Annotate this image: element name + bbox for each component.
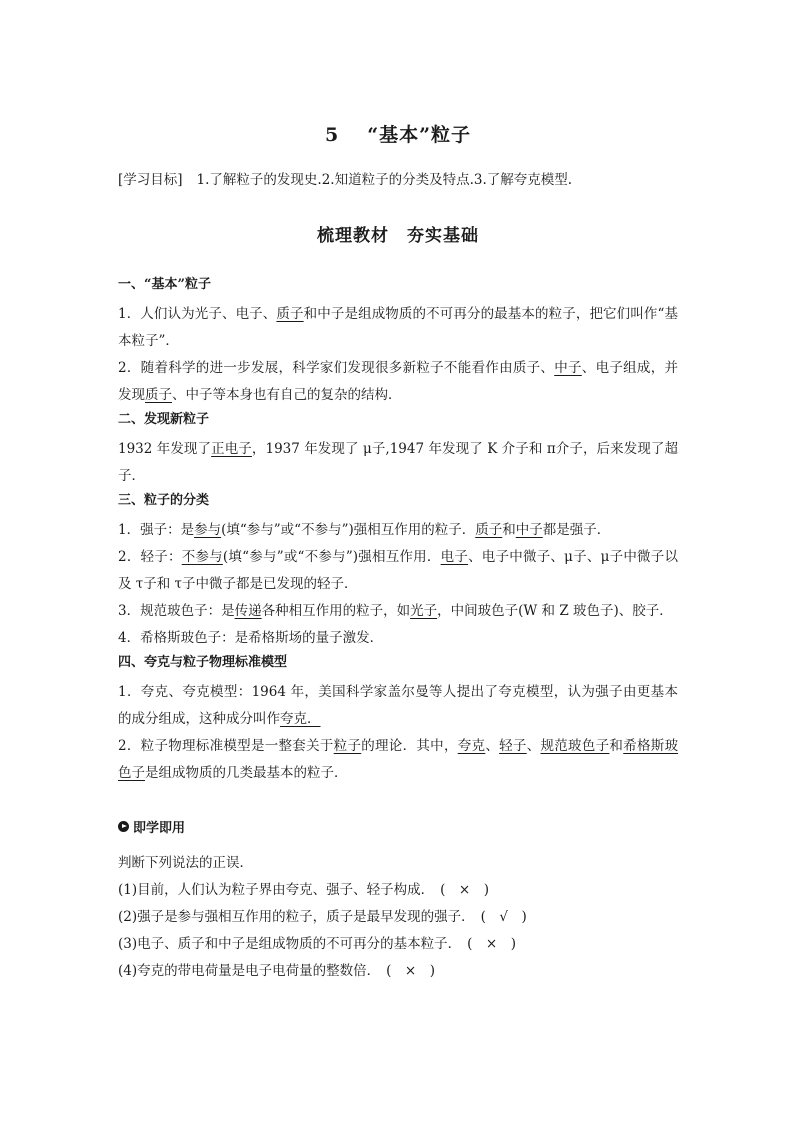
paragraph bbox=[118, 355, 678, 409]
heading-new-particles: 二、发现新粒子 bbox=[118, 412, 210, 427]
paragraph bbox=[118, 625, 678, 652]
text: ，1937 年发现了 μ子,1947 年发现了 K 介子和 π介子，后来发现了超子． bbox=[118, 441, 679, 484]
text: 2．粒子物理标准模型是一整套关于 bbox=[118, 738, 334, 754]
exercise-question: (3)电子、质子和中子是组成物质的不可再分的基本粒子． bbox=[118, 936, 462, 952]
blank-answer: 轻子 bbox=[499, 738, 527, 754]
text: 、 bbox=[526, 738, 541, 754]
exercise-answer: ( × ) bbox=[467, 936, 516, 952]
text: 和 bbox=[609, 738, 624, 754]
blank-answer: 粒子 bbox=[333, 738, 362, 754]
text: 是组成物质的几类最基本的粒子． bbox=[145, 765, 348, 781]
exercise-heading bbox=[118, 817, 678, 836]
exercise-item bbox=[118, 877, 678, 904]
exercise-question: (4)夸克的带电荷量是电子电荷量的整数倍． bbox=[118, 963, 381, 979]
lesson-title: “基本”粒子 bbox=[367, 124, 472, 146]
learning-goals bbox=[118, 169, 678, 191]
heading-particle-classification: 三、粒子的分类 bbox=[118, 493, 210, 508]
learning-goals-text: 1.了解粒子的发现史.2.知道粒子的分类及特点.3.了解夸克模型. bbox=[196, 172, 573, 188]
text: 、电子中微子、μ子、μ子中微子以及 τ子和 τ子中微子都是已发现的轻子． bbox=[118, 549, 678, 592]
text: 、电子组成，并发现 bbox=[118, 360, 679, 403]
lesson-number: 5 bbox=[324, 124, 340, 146]
text: 2．随着科学的进一步发展，科学家们发现很多新粒子不能看作由质子、 bbox=[118, 360, 555, 376]
paragraph bbox=[118, 301, 678, 355]
learning-goals-tag: [学习目标] bbox=[118, 172, 183, 188]
text: 的理论．其中， bbox=[361, 738, 458, 754]
text: ，中间玻色子(W 和 Z 玻色子)、胶子． bbox=[437, 603, 673, 619]
paragraph bbox=[118, 544, 678, 598]
text: 1932 年发现了 bbox=[118, 441, 212, 457]
text: (填“参与”或“不参与”)强相互作用． bbox=[222, 549, 441, 565]
heading-basic-particles: 一、“基本”粒子 bbox=[118, 277, 211, 292]
paragraph bbox=[118, 733, 678, 787]
paragraph bbox=[118, 679, 678, 733]
section-title: 梳理教材 夯实基础 bbox=[317, 226, 479, 246]
blank-answer: 希格斯玻色子 bbox=[118, 738, 679, 781]
blank-answer: 参与 bbox=[194, 522, 222, 538]
exercise-intro: 判断下列说法的正误． bbox=[118, 855, 253, 871]
paragraph bbox=[118, 598, 678, 625]
text: 1．夸克、夸克模型：1964 年，美国科学家盖尔曼等人提出了夸克模型，认为强子由更基本的成分组成，这种成分叫作 bbox=[118, 684, 678, 727]
page-title bbox=[118, 120, 678, 147]
exercise-answer: ( × ) bbox=[386, 963, 435, 979]
exercise-answer: ( √ ) bbox=[480, 909, 527, 925]
blank-answer: 规范玻色子 bbox=[540, 738, 610, 754]
text: (填“参与”或“不参与”)强相互作用的粒子． bbox=[221, 522, 476, 538]
exercise-item bbox=[118, 931, 678, 958]
blank-answer: 电子 bbox=[440, 549, 469, 565]
text: 、 bbox=[485, 738, 500, 754]
exercise-answer: ( × ) bbox=[440, 882, 489, 898]
text: 4．希格斯玻色子：是希格斯场的量子激发． bbox=[118, 630, 384, 646]
blank-answer: 中子 bbox=[554, 360, 582, 376]
paragraph bbox=[118, 517, 678, 544]
exercise-question: (1)目前，人们认为粒子界由夸克、强子、轻子构成． bbox=[118, 882, 435, 898]
blank-answer: 传递 bbox=[234, 603, 262, 619]
blank-answer: 夸克． bbox=[280, 711, 321, 727]
text: 1．强子：是 bbox=[118, 522, 195, 538]
text: 1．人们认为光子、电子、 bbox=[118, 306, 277, 322]
exercise-item bbox=[118, 904, 678, 931]
blank-answer: 不参与 bbox=[181, 549, 223, 565]
blank-answer: 光子 bbox=[410, 603, 438, 619]
blank-answer: 正电子 bbox=[211, 441, 252, 457]
text: 和中子是组成物质的不可再分的最基本的粒子，把它们叫作“基本粒子”． bbox=[118, 306, 679, 349]
play-circle-icon bbox=[118, 821, 129, 832]
paragraph bbox=[118, 436, 678, 490]
blank-answer: 质子 bbox=[276, 306, 304, 322]
blank-answer: 质子 bbox=[145, 387, 172, 403]
exercise-item bbox=[118, 958, 678, 985]
text: 2．轻子： bbox=[118, 549, 182, 565]
text: 3．规范玻色子：是 bbox=[118, 603, 235, 619]
document-page bbox=[118, 120, 678, 985]
exercise-heading-text: 即学即用 bbox=[133, 821, 186, 836]
heading-quark-model: 四、夸克与粒子物理标准模型 bbox=[118, 655, 288, 670]
text: 都是强子． bbox=[542, 522, 611, 538]
exercise-question: (2)强子是参与强相互作用的粒子，质子是最早发现的强子． bbox=[118, 909, 475, 925]
blank-answer: 中子 bbox=[515, 522, 543, 538]
text: 和 bbox=[502, 522, 516, 538]
blank-answer: 质子 bbox=[475, 522, 503, 538]
text: 各种相互作用的粒子，如 bbox=[261, 603, 411, 619]
text: 、中子等本身也有自己的复杂的结构． bbox=[172, 387, 402, 403]
blank-answer: 夸克 bbox=[457, 738, 486, 754]
